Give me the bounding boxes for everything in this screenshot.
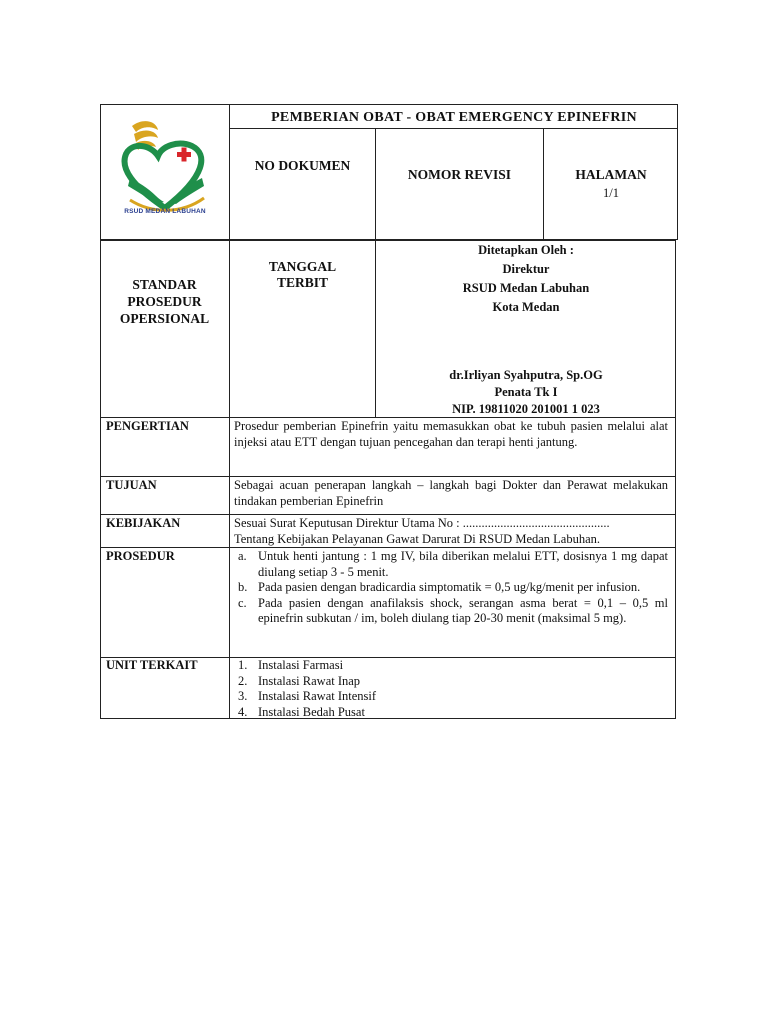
ditetapkan-block [376, 241, 676, 317]
signer-nip: NIP. 19811020 201001 1 023 [452, 402, 600, 416]
sop-title-line: PROSEDUR [127, 294, 202, 309]
hospital-logo [112, 116, 218, 224]
unit-terkait-list [234, 658, 668, 720]
unit-terkait-label: UNIT TERKAIT [106, 658, 198, 672]
list-item-text: Instalasi Bedah Pusat [258, 704, 365, 719]
signer-block [376, 367, 676, 418]
list-marker: a. [238, 549, 247, 563]
kebijakan-label: KEBIJAKAN [106, 516, 181, 530]
list-marker: 2. [238, 673, 248, 688]
prosedur-label: PROSEDUR [106, 549, 175, 563]
tujuan-text: Sebagai acuan penerapan langkah – langkah bagi Dokter dan Perawat melakukan tindakan pemberian Epinefrin [234, 478, 668, 508]
no-dokumen-label: NO DOKUMEN [254, 158, 351, 173]
list-marker: 1. [238, 658, 248, 672]
tujuan-label: TUJUAN [106, 478, 157, 492]
signer-name: dr.Irliyan Syahputra, Sp.OG [449, 368, 603, 382]
tanggal-terbit-line: TERBIT [276, 275, 329, 290]
list-item [234, 596, 668, 627]
list-item [234, 580, 668, 596]
pengertian-text: Prosedur pemberian Epinefrin yaitu memasukkan obat ke tubuh pasien melalui alat injeksi atau ETT dengan tujuan pencegahan dan terapi henti jantung. [234, 419, 668, 449]
list-marker: b. [238, 580, 248, 594]
pengertian-label: PENGERTIAN [106, 419, 189, 433]
kebijakan-text [234, 516, 668, 547]
ditetapkan-line: Kota Medan [492, 300, 560, 314]
halaman-value: 1/1 [603, 186, 619, 200]
tanggal-terbit-line: TANGGAL [268, 259, 337, 274]
ditetapkan-line: RSUD Medan Labuhan [462, 281, 590, 295]
logo-text: RSUD MEDAN LABUHAN [124, 208, 206, 215]
list-marker: 4. [238, 704, 248, 719]
list-item-text: Instalasi Rawat Intensif [258, 689, 377, 703]
list-item [234, 689, 668, 705]
list-item-text: Instalasi Farmasi [258, 658, 344, 672]
list-item [234, 658, 668, 674]
nomor-revisi-label: NOMOR REVISI [407, 167, 512, 182]
kebijakan-line: Tentang Kebijakan Pelayanan Gawat Darurat Di RSUD Medan Labuhan. [234, 531, 601, 546]
ditetapkan-line: Ditetapkan Oleh : [478, 243, 574, 257]
sop-title [100, 276, 229, 327]
list-item-text: Pada pasien dengan bradicardia simptomatik = 0,5 ug/kg/menit per infusion. [258, 580, 641, 594]
list-item-text: Instalasi Rawat Inap [258, 673, 361, 688]
sop-title-line: STANDAR [132, 277, 197, 292]
sop-title-line: OPERSIONAL [119, 311, 210, 326]
list-item-text: Pada pasien dengan anafilaksis shock, serangan asma berat = 0,1 – 0,5 ml epinefrin subkutan / im, boleh diulang tiap 20-30 menit (maksimal 5 mg). [258, 595, 668, 625]
halaman-label: HALAMAN [575, 167, 647, 182]
list-marker: 3. [238, 689, 248, 703]
list-item [234, 674, 668, 690]
list-item-text: Untuk henti jantung : 1 mg IV, bila diberikan melalui ETT, dosisnya 1 mg dapat diulang setiap 3 - 5 menit. [258, 549, 668, 579]
list-item [234, 705, 668, 721]
kebijakan-line: Sesuai Surat Keputusan Direktur Utama No : ............................................... [234, 516, 610, 530]
prosedur-list [234, 549, 668, 627]
signer-rank: Penata Tk I [494, 385, 558, 399]
ditetapkan-line: Direktur [502, 262, 550, 276]
list-marker: c. [238, 595, 247, 610]
document-title: PEMBERIAN OBAT - OBAT EMERGENCY EPINEFRIN [271, 110, 637, 125]
list-item [234, 549, 668, 580]
tanggal-terbit [230, 259, 375, 291]
